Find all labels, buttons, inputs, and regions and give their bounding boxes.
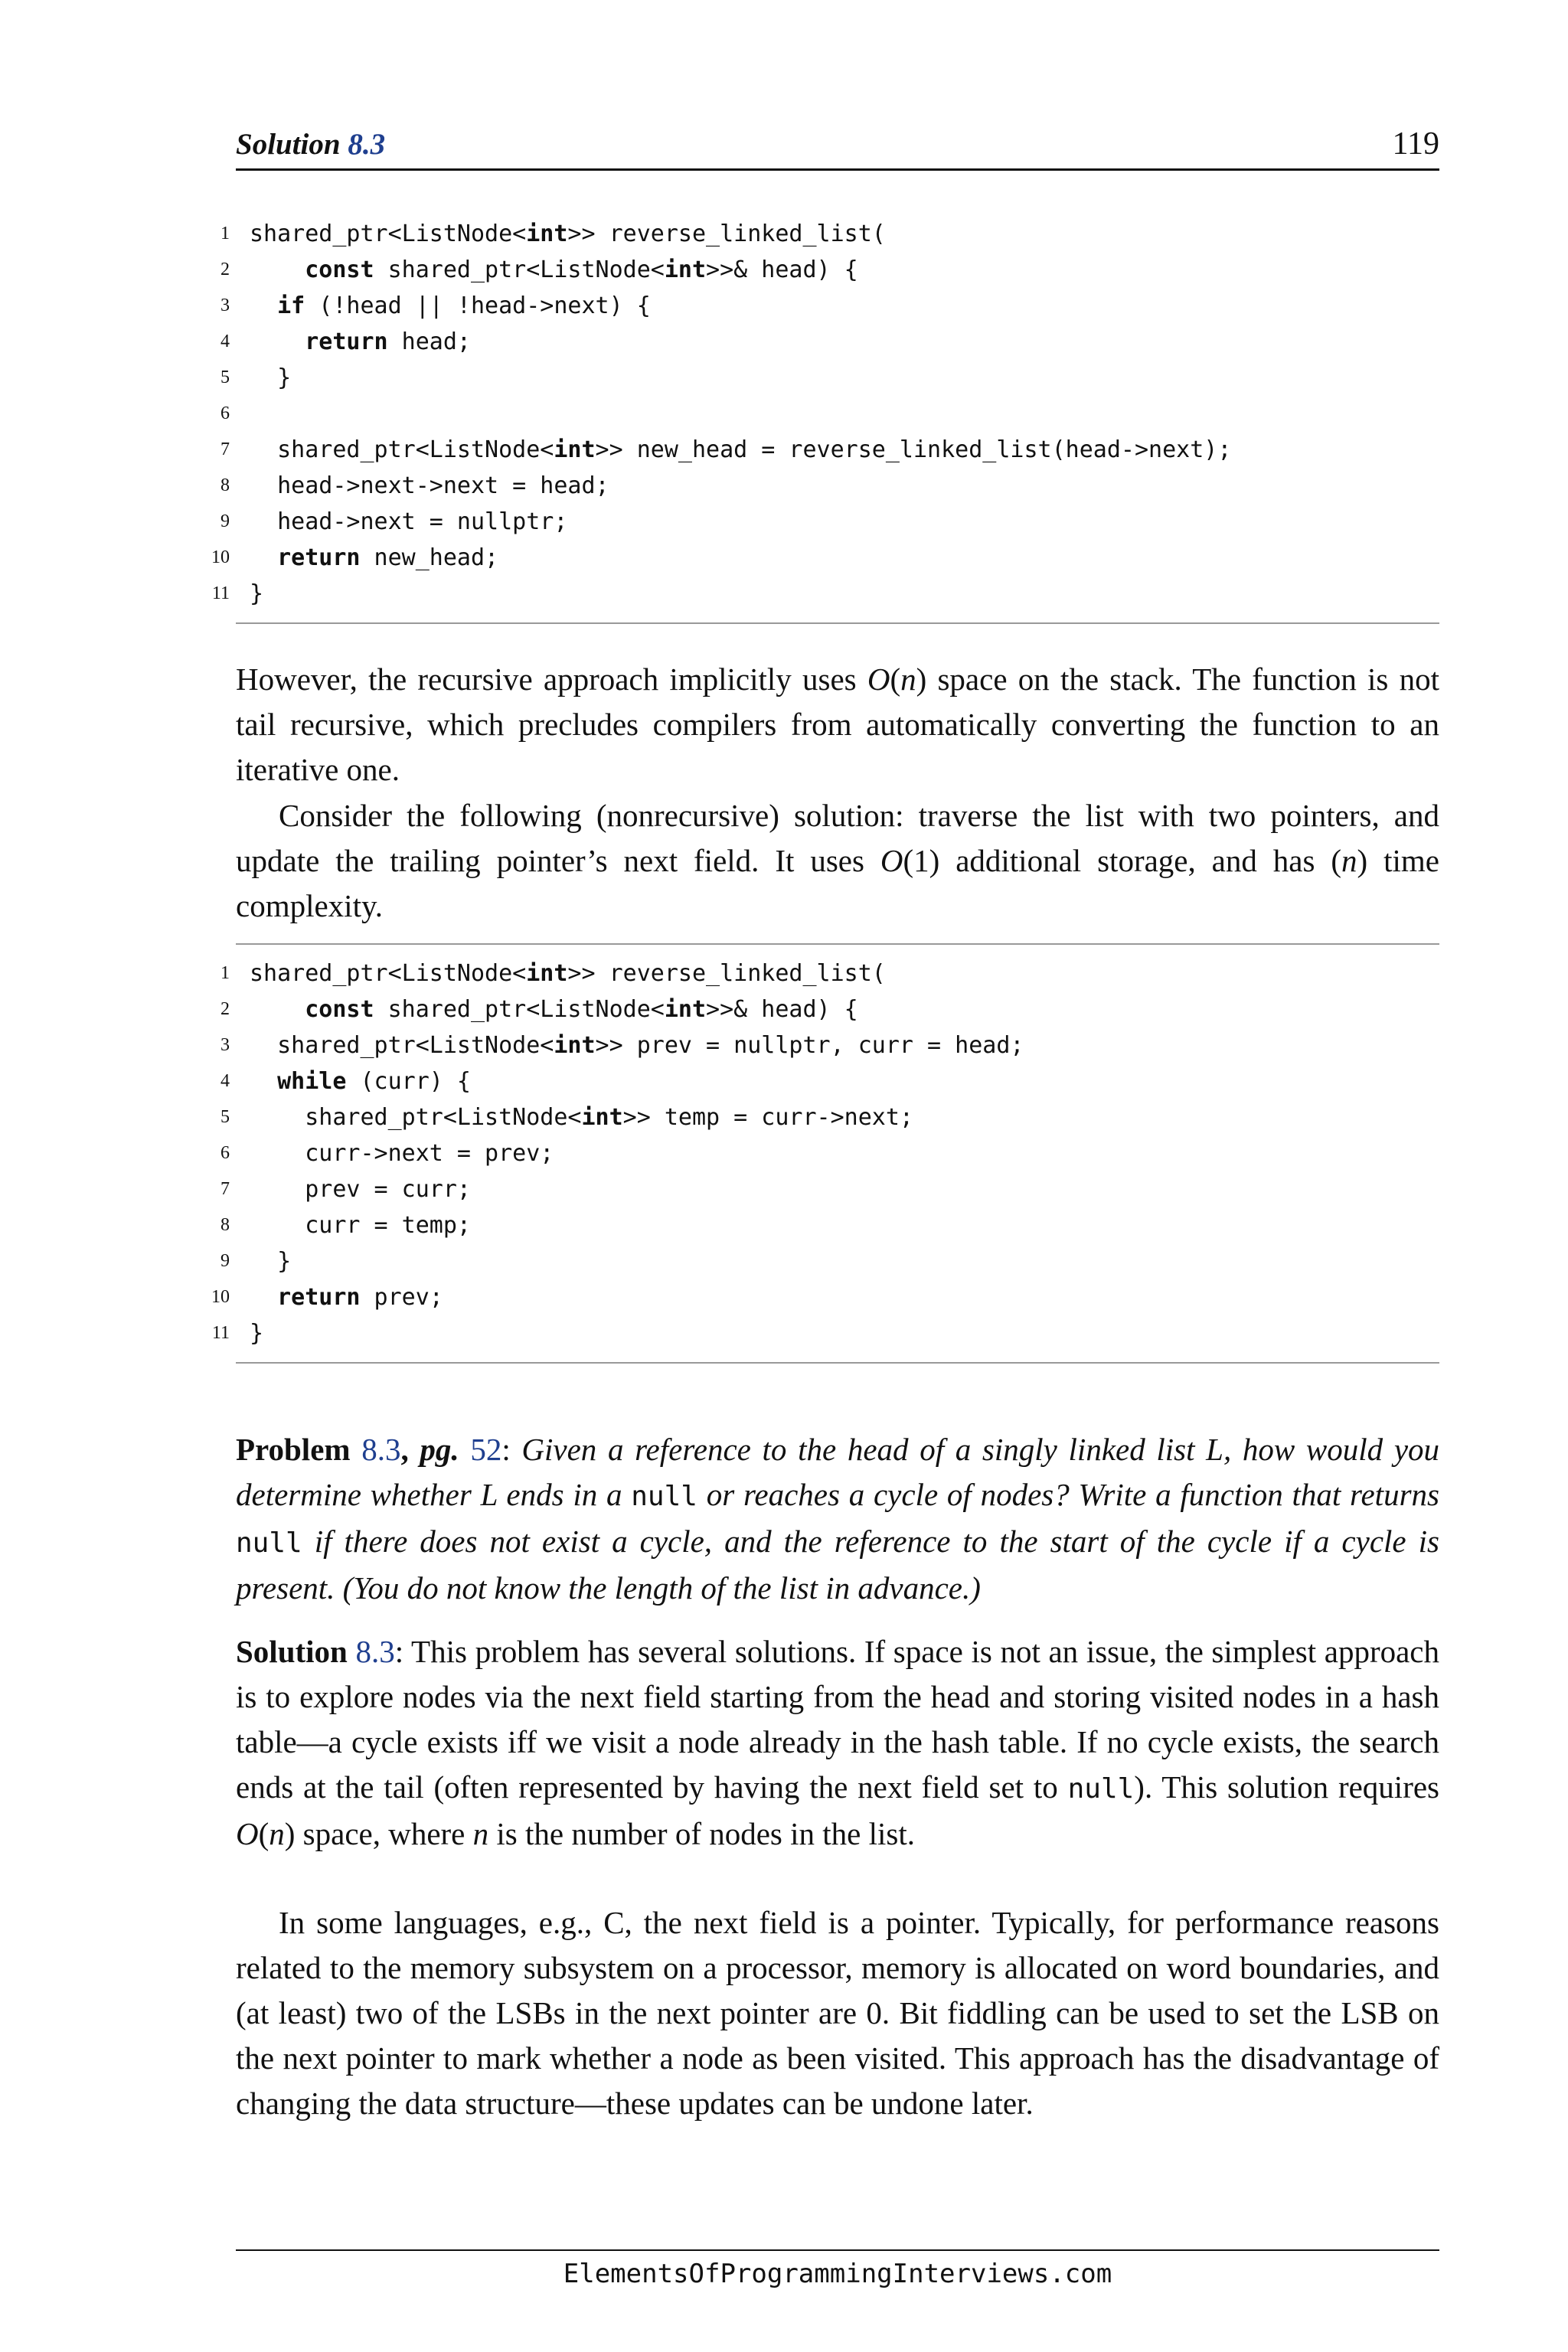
paragraph-recursive-space: However, the recursive approach implicitly uses O(n) space on the stack. The function is not tail recursive, which precludes compilers from automatically converting the function to an iterative one. xyxy=(236,662,1439,787)
paragraph-nonrecursive: Consider the following (nonrecursive) solution: traverse the list with two pointers, and update the trailing pointer’s next field. It uses O(1) additional storage, and has (n) time complexity. xyxy=(236,798,1440,923)
code-text: shared_ptr<ListNode<int>> reverse_linked_list( xyxy=(250,960,886,987)
line-number: 6 xyxy=(220,403,230,423)
iterative-code-listing xyxy=(211,943,1439,1364)
code-line xyxy=(220,216,1439,252)
code-line xyxy=(220,1063,1439,1099)
solution-label: Solution xyxy=(236,1634,348,1669)
code-line xyxy=(220,360,1439,396)
line-number: 2 xyxy=(220,999,230,1019)
line-number: 8 xyxy=(220,475,230,495)
code-text: if (!head || !head->next) { xyxy=(277,292,651,319)
line-number: 8 xyxy=(220,1215,230,1235)
line-number: 6 xyxy=(220,1143,230,1163)
code-text: return prev; xyxy=(277,1284,443,1311)
line-number: 3 xyxy=(220,1035,230,1055)
line-number: 1 xyxy=(220,963,230,983)
line-number: 9 xyxy=(220,1251,230,1271)
code-text: head->next->next = head; xyxy=(250,472,609,499)
code-line xyxy=(220,288,1439,324)
code-line xyxy=(220,504,1439,540)
code-line xyxy=(220,468,1439,504)
line-number: 7 xyxy=(220,1179,230,1199)
line-number: 4 xyxy=(220,1071,230,1091)
line-number: 4 xyxy=(220,332,230,351)
line-number: 5 xyxy=(220,368,230,387)
code-line xyxy=(220,1135,1439,1171)
book-page xyxy=(211,0,1440,2352)
code-text: shared_ptr<ListNode<int>> temp = curr->next; xyxy=(250,1104,913,1131)
code-text: const shared_ptr<ListNode<int>>& head) { xyxy=(305,996,858,1023)
code-line xyxy=(211,1315,1439,1351)
line-number: 5 xyxy=(220,1107,230,1127)
footer-rule xyxy=(236,2249,1439,2251)
line-number: 1 xyxy=(220,224,230,243)
line-number: 10 xyxy=(211,1287,230,1307)
problem-statement: Problem 8.3, pg. 52: Given a reference to the head of a singly linked list L, how would you determine whether L ends in a null or reaches a cycle of nodes? Write a function that returns null if there does not exist a cycle, and the reference to the start of the cycle if a cycle is present. (You do not know the length of the list in advance.) xyxy=(236,1432,1440,1606)
section-title xyxy=(236,127,385,162)
code-text: } xyxy=(250,580,264,607)
code-line xyxy=(220,1027,1439,1063)
section-prefix: Solution xyxy=(236,128,348,161)
running-header xyxy=(236,122,1439,171)
page-reference-link[interactable]: 52 xyxy=(470,1432,502,1467)
code-line xyxy=(220,324,1439,360)
line-number: 10 xyxy=(211,547,230,567)
code-line xyxy=(220,1171,1439,1207)
code-line xyxy=(220,396,1439,432)
code-text: curr->next = prev; xyxy=(250,1140,554,1167)
code-text: return new_head; xyxy=(277,544,499,571)
code-text: while (curr) { xyxy=(277,1068,471,1095)
code-text: } xyxy=(250,1320,264,1347)
code-text: shared_ptr<ListNode<int>> prev = nullptr, curr = head; xyxy=(250,1032,1024,1059)
code-text: const shared_ptr<ListNode<int>>& head) { xyxy=(305,256,858,283)
code-line xyxy=(220,1099,1439,1135)
line-number: 3 xyxy=(220,296,230,315)
code-line xyxy=(220,432,1439,468)
code-line xyxy=(220,956,1439,991)
page-number: 119 xyxy=(1392,126,1439,162)
solution-paragraph: Solution 8.3: This problem has several solutions. If space is not an issue, the simplest approach is to explore nodes via the next field starting from the head and storing visited nodes in a hash table—a cycle exists iff we visit a node already in the hash table. If no cycle exists, the search ends at the tail (often represented by having the next field set to null). This solution requires O(n) space, where n is the number of nodes in the list. xyxy=(236,1634,1439,1851)
code-line xyxy=(220,991,1439,1027)
code-line xyxy=(211,1279,1439,1315)
line-number: 9 xyxy=(220,511,230,531)
code-line xyxy=(211,576,1439,612)
paragraph-bit-fiddling: In some languages, e.g., C, the next field is a pointer. Typically, for performance reasons related to the memory subsystem on a processor, memory is allocated on word boundaries, and (at least) two of the LSBs in the next pointer are 0. Bit fiddling can be used to set the LSB on the next pointer to mark whether a node as been visited. This approach has the disadvantage of changing the data structure—these updates can be undone later. xyxy=(236,1905,1439,2121)
line-number: 7 xyxy=(220,439,230,459)
code-line xyxy=(220,252,1439,288)
code-text: return head; xyxy=(305,328,471,355)
code-text: prev = curr; xyxy=(250,1176,471,1203)
code-text: } xyxy=(250,364,292,391)
line-number: 11 xyxy=(211,1323,230,1343)
code-line xyxy=(220,1243,1439,1279)
solution-number-link[interactable]: 8.3 xyxy=(355,1634,395,1669)
code-line xyxy=(220,1207,1439,1243)
code-text: curr = temp; xyxy=(250,1212,471,1239)
code-text: shared_ptr<ListNode<int>> new_head = reverse_linked_list(head->next); xyxy=(250,436,1232,463)
code-text: } xyxy=(250,1248,292,1275)
code-text: head->next = nullptr; xyxy=(250,508,568,535)
problem-number-link[interactable]: 8.3 xyxy=(361,1432,401,1467)
footer-url[interactable]: ElementsOfProgrammingInterviews.com xyxy=(563,2259,1112,2289)
line-number: 2 xyxy=(220,260,230,279)
problem-label: Problem xyxy=(236,1432,351,1467)
code-text: shared_ptr<ListNode<int>> reverse_linked_list( xyxy=(250,220,886,247)
line-number: 11 xyxy=(211,583,230,603)
section-number-link[interactable]: 8.3 xyxy=(348,128,386,161)
code-line xyxy=(211,540,1439,576)
recursive-code-listing xyxy=(211,216,1439,624)
